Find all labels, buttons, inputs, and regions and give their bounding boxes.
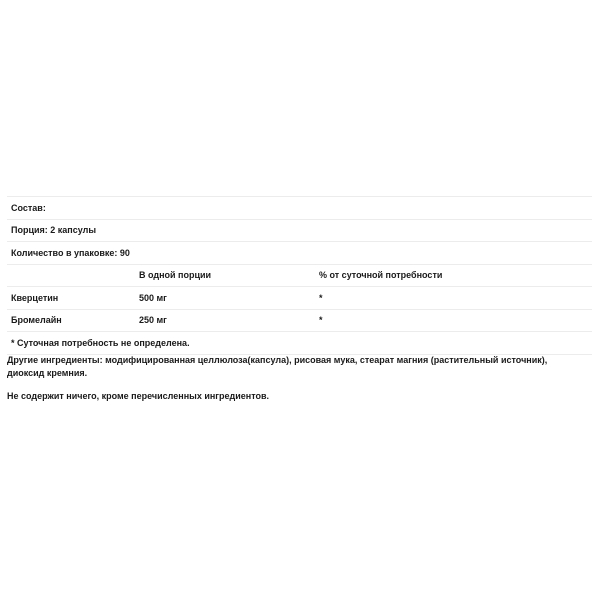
ingredient-amount: 500 мг — [139, 287, 315, 310]
other-ingredients: Другие ингредиенты: модифицированная целлюлоза(капсула), рисовая мука, стеарат магния (растительный источник), диоксид кремния. — [7, 355, 548, 378]
composition-title: Состав: — [7, 197, 592, 220]
footnote: * Суточная потребность не определена. — [7, 332, 592, 355]
column-header-amount: В одной порции — [139, 264, 315, 287]
table-header-row — [7, 264, 592, 287]
table-row-title — [7, 197, 592, 220]
table-row — [7, 287, 592, 310]
ingredient-name: Кверцетин — [7, 287, 139, 310]
disclaimer: Не содержит ничего, кроме перечисленных ингредиентов. — [7, 391, 270, 401]
notes-section — [7, 354, 587, 413]
column-header-dv: % от суточной потребности — [315, 264, 592, 287]
supplement-facts-table — [7, 196, 592, 355]
ingredient-dv: * — [315, 309, 592, 332]
ingredient-name: Бромелайн — [7, 309, 139, 332]
ingredient-amount: 250 мг — [139, 309, 315, 332]
serving-size: Порция: 2 капсулы — [7, 219, 592, 242]
servings-per-container: Количество в упаковке: 90 — [7, 242, 592, 265]
ingredient-dv: * — [315, 287, 592, 310]
table-row — [7, 309, 592, 332]
table-row-servings-count — [7, 242, 592, 265]
table-row-serving — [7, 219, 592, 242]
column-header-name — [7, 264, 139, 287]
table-row-footnote — [7, 332, 592, 355]
